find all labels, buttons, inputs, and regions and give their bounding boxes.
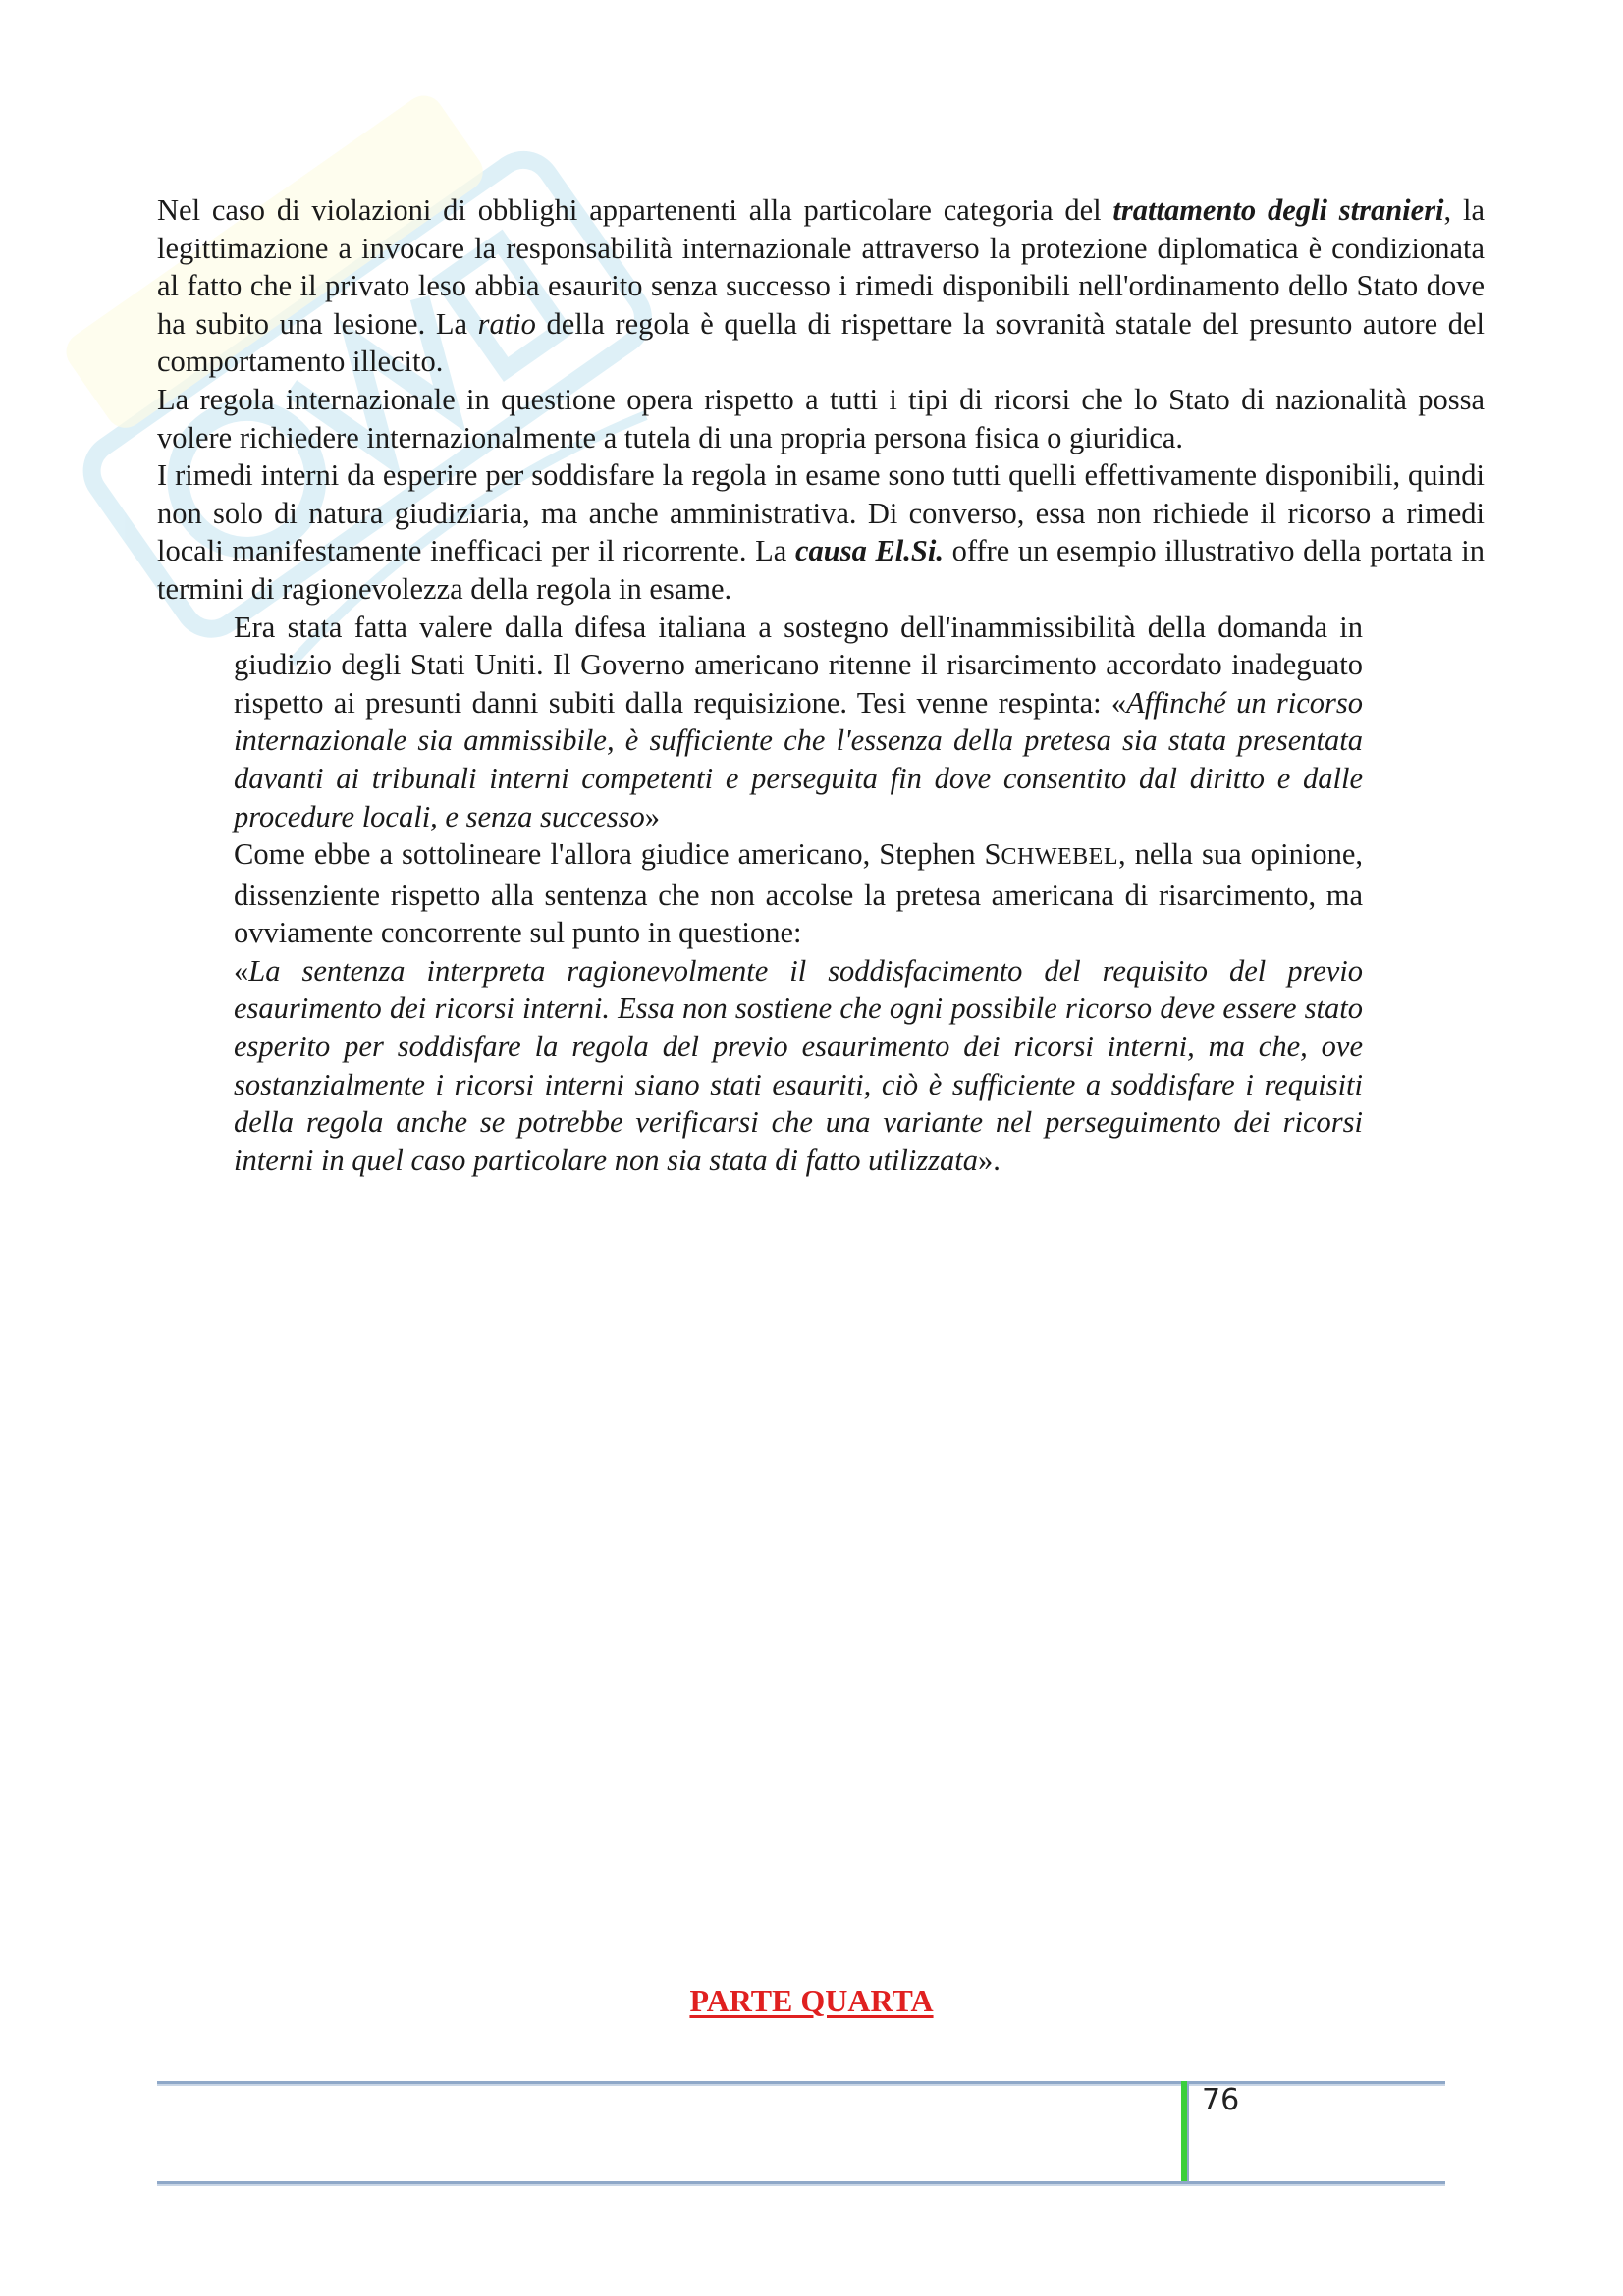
quote-3-citation: La sentenza interpreta ragionevolmente il soddisfacimento del requisito del previo esaurimento dei ricorsi interni. Essa non sostiene che ogni possibile ricorso deve essere stato esperito per soddisfare la regola del previo esaurimento dei ricorsi interni, ma che, ove sostanzialmente i ricorsi interni siano stati esauriti, ciò è sufficiente a soddisfare i requisiti della regola anche se potrebbe verificarsi che una variante nel perseguimento dei ricorsi interni in quel caso particolare non sia stata di fatto utilizzata	[234, 953, 1363, 1177]
paragraph-1-text: Nel caso di violazioni di obblighi appartenenti alla particolare categoria del	[157, 193, 1113, 227]
paragraph-2: La regola internazionale in questione opera rispetto a tutti i tipi di ricorsi che lo Stato di nazionalità possa volere richiedere internazionalmente a tutela di una propria persona fisica o giuridica.	[157, 382, 1485, 454]
document-body	[157, 191, 1485, 1179]
quote-paragraph-3	[234, 952, 1363, 1180]
paragraph-1-text-cont: , la legittimazione a invocare la responsabilità internazionale attraverso la protezione diplomatica è condizionata al fatto che il privato leso abbia esaurito senza successo i rimedi disponibili nell'ordinamento dello Stato dove ha subito una lesione. La	[157, 193, 1485, 341]
quote-1-text: Era stata fatta valere dalla difesa italiana a sostegno dell'inammissibilità della domanda in giudizio degli Stati Uniti. Il Governo americano ritenne il risarcimento accordato inadeguato rispetto ai presunti danni subiti dalla requisizione. Tesi venne respinta: «	[234, 610, 1363, 720]
paragraph-1-text-end: della regola è quella di rispettare la sovranità statale del presunto autore del comportamento illecito.	[157, 306, 1485, 379]
quote-2-text: Come ebbe a sottolineare l'allora giudice americano, Stephen S	[234, 837, 1001, 872]
paragraph-3	[157, 456, 1485, 608]
quote-3-close: ».	[978, 1143, 1001, 1177]
paragraph-3-text-end: offre un esempio illustrativo della portata in termini di ragionevolezza della regola in esame.	[157, 534, 1485, 606]
quote-1-citation: Affinché un ricorso internazionale sia ammissibile, è sufficiente che l'essenza della pretesa sia stata presentata davanti ai tribunali interni competenti e perseguita fin dove consentito dal diritto e dalle procedure locali, e senza successo	[234, 685, 1363, 833]
footer-divider	[1181, 2081, 1189, 2184]
quote-2-text-end: , nella sua opinione, dissenziente rispetto alla sentenza che non accolse la pretesa americana di risarcimento, ma ovviamente concorrente sul punto in questione:	[234, 837, 1363, 950]
page-number: 76	[1202, 2083, 1240, 2117]
quote-1-close: »	[644, 799, 660, 833]
section-heading: PARTE QUARTA	[689, 1983, 934, 2018]
quote-paragraph-2	[234, 835, 1363, 952]
quote-paragraph-1	[234, 609, 1363, 836]
emphasis-trattamento-stranieri: trattamento degli stranieri	[1112, 193, 1444, 227]
footer-rule-top	[157, 2081, 1445, 2084]
quote-3-open: «	[234, 953, 249, 988]
paragraph-1	[157, 191, 1485, 381]
emphasis-ratio: ratio	[477, 306, 536, 341]
paragraph-3-text: I rimedi interni da esperire per soddisfare la regola in esame sono tutti quelli effettivamente disponibili, quindi non solo di natura giudiziaria, ma anche amministrativa. Di converso, essa non richiede il ricorso a rimedi locali manifestamente inefficaci per il ricorrente. La	[157, 458, 1485, 568]
emphasis-causa-elsi: causa El.Si.	[794, 534, 944, 568]
footer-rule-bottom	[157, 2181, 1445, 2184]
name-schwebel-smallcaps: CHWEBEL	[1001, 844, 1118, 871]
